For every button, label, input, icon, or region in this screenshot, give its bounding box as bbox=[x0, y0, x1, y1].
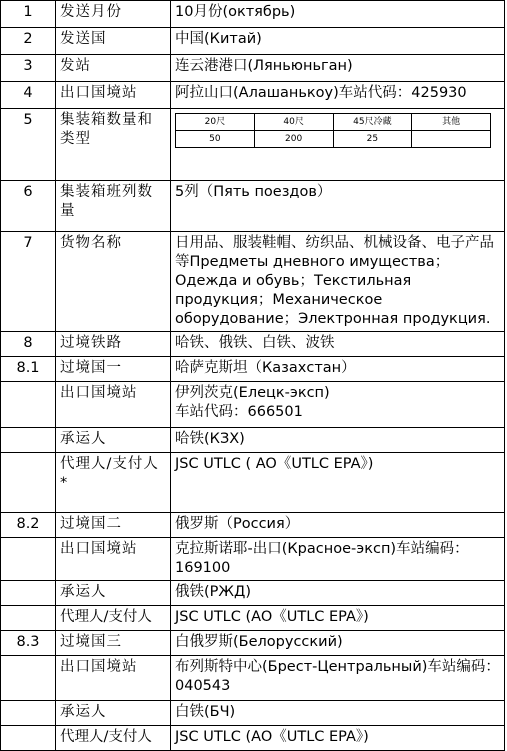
table-row bbox=[1, 538, 505, 581]
row-label: 发站 bbox=[56, 55, 171, 82]
row-label: 承运人 bbox=[56, 701, 171, 726]
table-row bbox=[1, 181, 505, 232]
row-value: JSC UTLC (AO《UTLC EPA》) bbox=[171, 726, 505, 751]
row-value: 伊列茨克(Елецк-эксп) 车站代码：666501 bbox=[171, 382, 505, 428]
container-value: 200 bbox=[254, 131, 333, 148]
container-value: 50 bbox=[176, 131, 255, 148]
row-label: 承运人 bbox=[56, 581, 171, 606]
row-number: 4 bbox=[1, 82, 56, 109]
row-label: 集装箱数量和类型 bbox=[56, 109, 171, 181]
row-number: 3 bbox=[1, 55, 56, 82]
row-label: 发送月份 bbox=[56, 1, 171, 28]
container-header: 其他 bbox=[412, 114, 491, 131]
row-value: 哈铁、俄铁、白铁、波铁 bbox=[171, 332, 505, 357]
row-label: 过境国一 bbox=[56, 357, 171, 382]
table-row bbox=[1, 109, 505, 181]
container-header: 20尺 bbox=[176, 114, 255, 131]
row-value: 5列（Пять поездов） bbox=[171, 181, 505, 232]
container-value bbox=[412, 131, 491, 148]
row-number: 8.3 bbox=[1, 631, 56, 656]
row-label: 出口国境站 bbox=[56, 656, 171, 701]
row-number bbox=[1, 453, 56, 513]
row-value: 白俄罗斯(Белорусский) bbox=[171, 631, 505, 656]
table-row bbox=[1, 513, 505, 538]
row-number: 1 bbox=[1, 1, 56, 28]
table-row bbox=[1, 631, 505, 656]
row-value: 哈萨克斯坦（Казахстан） bbox=[171, 357, 505, 382]
row-number bbox=[1, 382, 56, 428]
container-header: 40尺 bbox=[254, 114, 333, 131]
row-number: 8 bbox=[1, 332, 56, 357]
row-number bbox=[1, 701, 56, 726]
row-number: 8.1 bbox=[1, 357, 56, 382]
row-value: 白铁(БЧ) bbox=[171, 701, 505, 726]
container-value-row bbox=[176, 131, 491, 148]
table-row bbox=[1, 357, 505, 382]
row-label: 集装箱班列数量 bbox=[56, 181, 171, 232]
row-label: 承运人 bbox=[56, 428, 171, 453]
table-row bbox=[1, 82, 505, 109]
table-row bbox=[1, 55, 505, 82]
row-label: 代理人/支付人* bbox=[56, 453, 171, 513]
row-label: 出口国境站 bbox=[56, 538, 171, 581]
row-label: 发送国 bbox=[56, 28, 171, 55]
row-number bbox=[1, 581, 56, 606]
row-label: 过境国三 bbox=[56, 631, 171, 656]
row-number: 5 bbox=[1, 109, 56, 181]
row-number bbox=[1, 606, 56, 631]
row-label: 过境国二 bbox=[56, 513, 171, 538]
row-value: JSC UTLC ( AO《UTLC EPA》) bbox=[171, 453, 505, 513]
row-value: 中国(Китай) bbox=[171, 28, 505, 55]
row-value: 10月份(октябрь) bbox=[171, 1, 505, 28]
row-value: 俄罗斯（Россия） bbox=[171, 513, 505, 538]
container-header-row bbox=[176, 114, 491, 131]
row-label: 过境铁路 bbox=[56, 332, 171, 357]
table-row bbox=[1, 606, 505, 631]
row-number bbox=[1, 428, 56, 453]
table-row bbox=[1, 28, 505, 55]
row-number: 6 bbox=[1, 181, 56, 232]
row-label: 代理人/支付人 bbox=[56, 606, 171, 631]
cargo-description: 日用品、服装鞋帽、纺织品、机械设备、电子产品等Предметы дневного имущества；Одежда и обувь；Текстильная продукция；Механическое оборудование；Электронная продукция. bbox=[171, 232, 505, 332]
row-number: 2 bbox=[1, 28, 56, 55]
row-label: 货物名称 bbox=[56, 232, 171, 332]
container-types-table bbox=[175, 113, 491, 148]
table-row bbox=[1, 382, 505, 428]
table-row bbox=[1, 701, 505, 726]
row-value: 连云港港口(Ляньюньган) bbox=[171, 55, 505, 82]
table-row bbox=[1, 232, 505, 332]
row-number bbox=[1, 726, 56, 751]
table-row bbox=[1, 726, 505, 751]
table-row bbox=[1, 656, 505, 701]
container-header: 45尺冷藏 bbox=[333, 114, 412, 131]
table-row bbox=[1, 581, 505, 606]
row-number: 8.2 bbox=[1, 513, 56, 538]
table-row bbox=[1, 453, 505, 513]
row-value: 阿拉山口(Алашанькоу)车站代码：425930 bbox=[171, 82, 505, 109]
container-value: 25 bbox=[333, 131, 412, 148]
row-label: 代理人/支付人 bbox=[56, 726, 171, 751]
container-cell bbox=[171, 109, 505, 181]
row-value: 克拉斯诺耶-出口(Красное-эксп)车站编码：169100 bbox=[171, 538, 505, 581]
row-label: 出口国境站 bbox=[56, 382, 171, 428]
row-value: 哈铁(КЗХ) bbox=[171, 428, 505, 453]
row-value: 俄铁(РЖД) bbox=[171, 581, 505, 606]
table-row bbox=[1, 428, 505, 453]
row-number bbox=[1, 656, 56, 701]
row-value: 布列斯特中心(Брест-Центральный)车站编码：040543 bbox=[171, 656, 505, 701]
row-label: 出口国境站 bbox=[56, 82, 171, 109]
table-row bbox=[1, 332, 505, 357]
row-number: 7 bbox=[1, 232, 56, 332]
table-row bbox=[1, 1, 505, 28]
row-value: JSC UTLC (AO《UTLC EPA》) bbox=[171, 606, 505, 631]
row-number bbox=[1, 538, 56, 581]
